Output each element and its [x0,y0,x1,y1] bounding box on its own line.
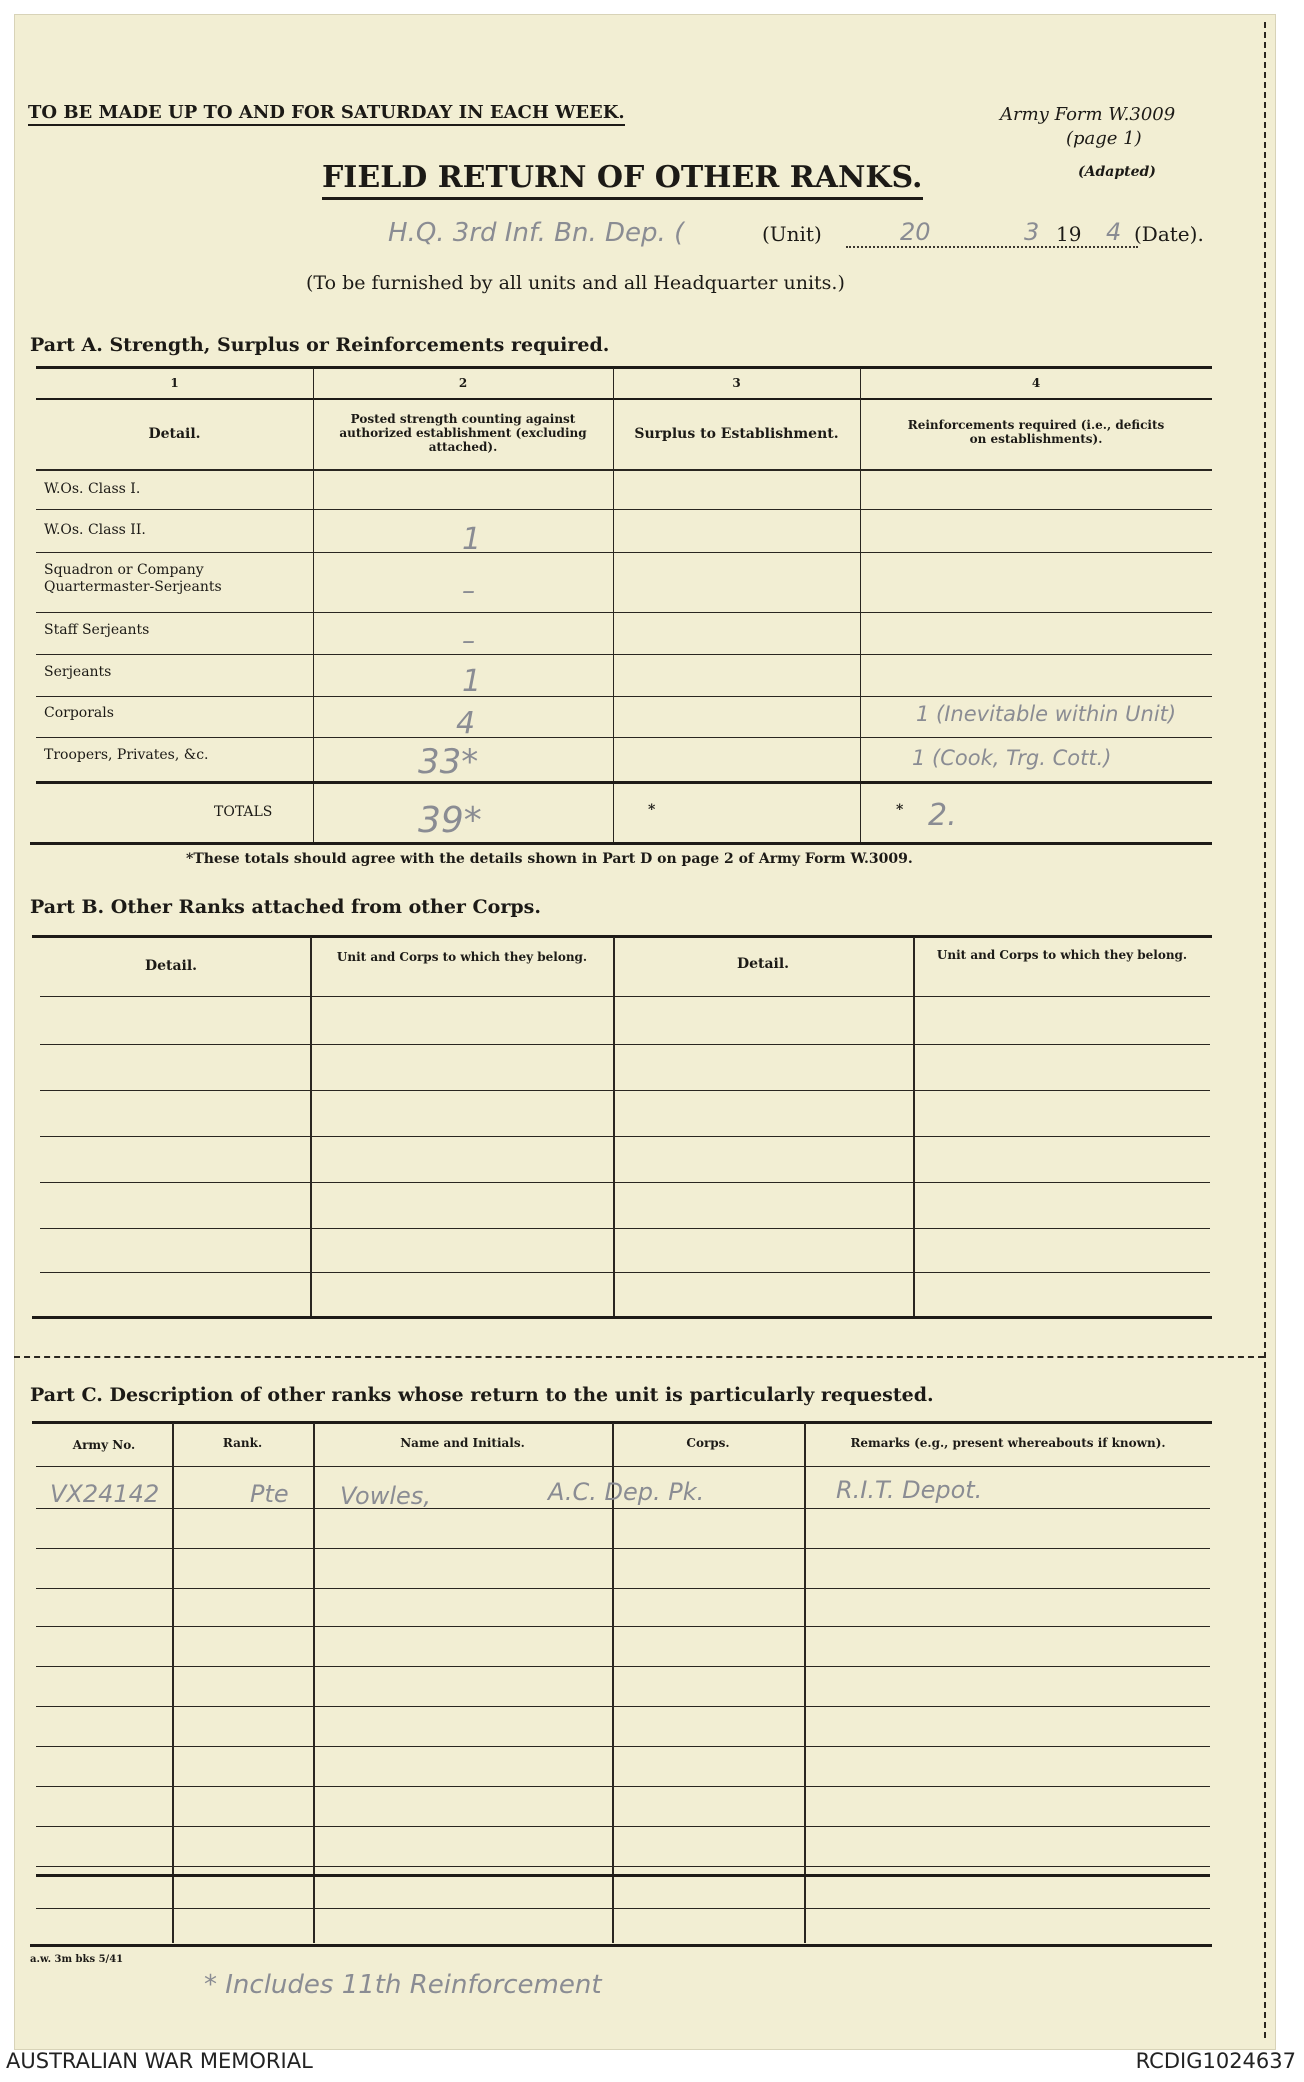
part-b-header-detail-1: Detail. [144,958,198,974]
part-c-row-rule [36,1626,1210,1627]
handwritten-date-day: 20 [900,218,931,246]
part-c-top-rule [32,1421,1212,1424]
row-label-wo1: W.Os. Class I. [44,481,141,497]
posted-serjeants: 1 [462,664,482,699]
part-c-header-name: Name and Initials. [400,1436,525,1450]
row-label-privates: Troopers, Privates, &c. [44,747,209,763]
row-label-wo2: W.Os. Class II. [44,522,146,538]
part-c-double-rule [36,1874,1210,1877]
date-label: (Date). [1134,222,1204,246]
part-a-row-rule [36,612,1212,613]
posted-wo2: 1 [462,522,482,557]
part-b-col-line [613,937,615,1317]
posted-cqms: – [462,576,475,606]
part-c-header-rank: Rank. [222,1436,263,1450]
form-paper [14,14,1276,2050]
part-c-row-rule [36,1908,1210,1909]
part-b-top-rule [32,935,1212,938]
adapted-label: (Adapted) [1078,164,1156,180]
posted-staff-serjeants: – [462,626,475,656]
row-label-corporals: Corporals [44,705,114,721]
part-a-top-rule [36,366,1212,369]
part-c-row-rule [36,1666,1210,1667]
part-b-header-rule [40,996,1210,997]
part-a-heading: Part A. Strength, Surplus or Reinforcements required. [30,334,610,356]
partc-army-no: VX24142 [50,1480,160,1508]
totals-label: TOTALS [214,804,273,820]
reinforcement-privates: 1 (Cook, Trg. Cott.) [912,746,1112,770]
part-c-col-line [804,1423,806,1943]
part-b-heading: Part B. Other Ranks attached from other Corps. [30,896,541,918]
part-a-row-rule [36,696,1212,697]
part-a-col-number-3: 3 [732,376,741,390]
part-b-row-rule [40,1044,1210,1045]
reinforcement-total: 2. [928,798,957,833]
part-b-row-rule [40,1090,1210,1091]
surplus-total-asterisk: * [648,802,656,818]
part-a-col-number-1: 1 [170,376,179,390]
part-a-col-number-2: 2 [458,376,468,390]
part-a-row-rule [36,737,1212,738]
part-c-col-line [172,1423,174,1943]
part-b-col-line [913,937,915,1317]
partc-rank: Pte [250,1480,289,1508]
part-c-heading: Part C. Description of other ranks whose return to the unit is particularly requested. [30,1384,934,1406]
part-c-header-remarks: Remarks (e.g., present whereabouts if known). [850,1436,1166,1450]
part-c-row-rule [36,1826,1210,1827]
form-number: Army Form W.3009 [1000,104,1176,125]
part-b-row-rule [40,1272,1210,1273]
part-b-col-line [310,937,312,1317]
date-dotted-line [846,246,1138,248]
unit-label: (Unit) [762,222,822,246]
part-c-row-rule [36,1786,1210,1787]
part-c-col-line [313,1423,315,1943]
part-b-header-unit-2: Unit and Corps to which they belong. [936,948,1188,962]
partc-remarks: R.I.T. Depot. [836,1476,983,1504]
posted-corporals: 4 [456,706,476,741]
part-a-header-reinforcements: Reinforcements required (i.e., deficits on establishments). [907,418,1165,446]
part-b-header-unit-1: Unit and Corps to which they belong. [336,950,588,964]
part-a-row-rule [36,654,1212,655]
partc-name: Vowles, [340,1482,431,1510]
part-a-header-detail: Detail. [148,426,201,442]
part-c-row-rule [36,1508,1210,1509]
part-c-header-rule [36,1466,1210,1467]
part-c-header-corps: Corps. [686,1436,730,1450]
instruction-line: TO BE MADE UP TO AND FOR SATURDAY IN EACH WEEK. [28,102,625,126]
part-c-header-army-no: Army No. [72,1438,136,1452]
part-b-row-rule [40,1136,1210,1137]
row-label-serjeants: Serjeants [44,664,112,680]
handwritten-unit: H.Q. 3rd Inf. Bn. Dep. ( [388,218,685,248]
part-b-row-rule [40,1228,1210,1229]
year-prefix: 19 [1056,222,1082,246]
part-c-row-rule [36,1866,1210,1867]
part-a-row-rule [36,552,1212,553]
perforation-vertical [1264,22,1266,2038]
part-c-row-rule [36,1746,1210,1747]
part-a-row-rule [36,509,1212,510]
posted-total: 39* [418,800,482,841]
row-label-cqms: Squadron or Company Quartermaster-Serjeants [44,562,222,595]
part-a-number-rule [36,398,1212,400]
part-a-footnote: *These totals should agree with the details shown in Part D on page 2 of Army Form W.3009. [186,851,913,867]
reinforcement-corporals: 1 (Inevitable within Unit) [916,702,1177,726]
part-c-row-rule [36,1548,1210,1549]
reinforcement-total-asterisk: * [896,802,904,818]
footer-left: AUSTRALIAN WAR MEMORIAL [6,2049,313,2073]
row-label-staff-serjeants: Staff Serjeants [44,622,150,638]
part-c-bottom-rule [30,1944,1212,1947]
footer-right: RCDIG1024637 [1135,2049,1296,2073]
part-a-totals-rule [36,781,1212,784]
part-a-col-line [313,368,314,844]
part-b-row-rule [40,1182,1210,1183]
print-code: a.w. 3m bks 5/41 [30,1954,124,1965]
part-a-col-number-4: 4 [1031,376,1041,390]
handwritten-bottom-note: * Includes 11th Reinforcement [204,1970,602,2000]
part-a-header-rule [36,469,1212,471]
part-b-header-detail-2: Detail. [736,956,790,972]
part-a-header-surplus: Surplus to Establishment. [634,426,839,442]
part-b-bottom-rule [32,1316,1212,1319]
partc-corps: A.C. Dep. Pk. [548,1478,705,1506]
part-a-bottom-rule [30,842,1212,845]
part-a-col-line [860,368,861,844]
handwritten-date-month: 3 [1024,218,1040,246]
page-number: (page 1) [1066,128,1142,149]
part-c-row-rule [36,1706,1210,1707]
posted-privates: 33* [418,742,479,782]
perforation-horizontal [14,1356,1264,1358]
part-c-row-rule [36,1588,1210,1589]
handwritten-date-year: 4 [1106,218,1122,246]
part-a-header-posted: Posted strength counting against authorized establishment (excluding attached). [339,412,587,454]
form-title: FIELD RETURN OF OTHER RANKS. [322,160,923,200]
furnished-note: (To be furnished by all units and all Headquarter units.) [306,272,845,294]
